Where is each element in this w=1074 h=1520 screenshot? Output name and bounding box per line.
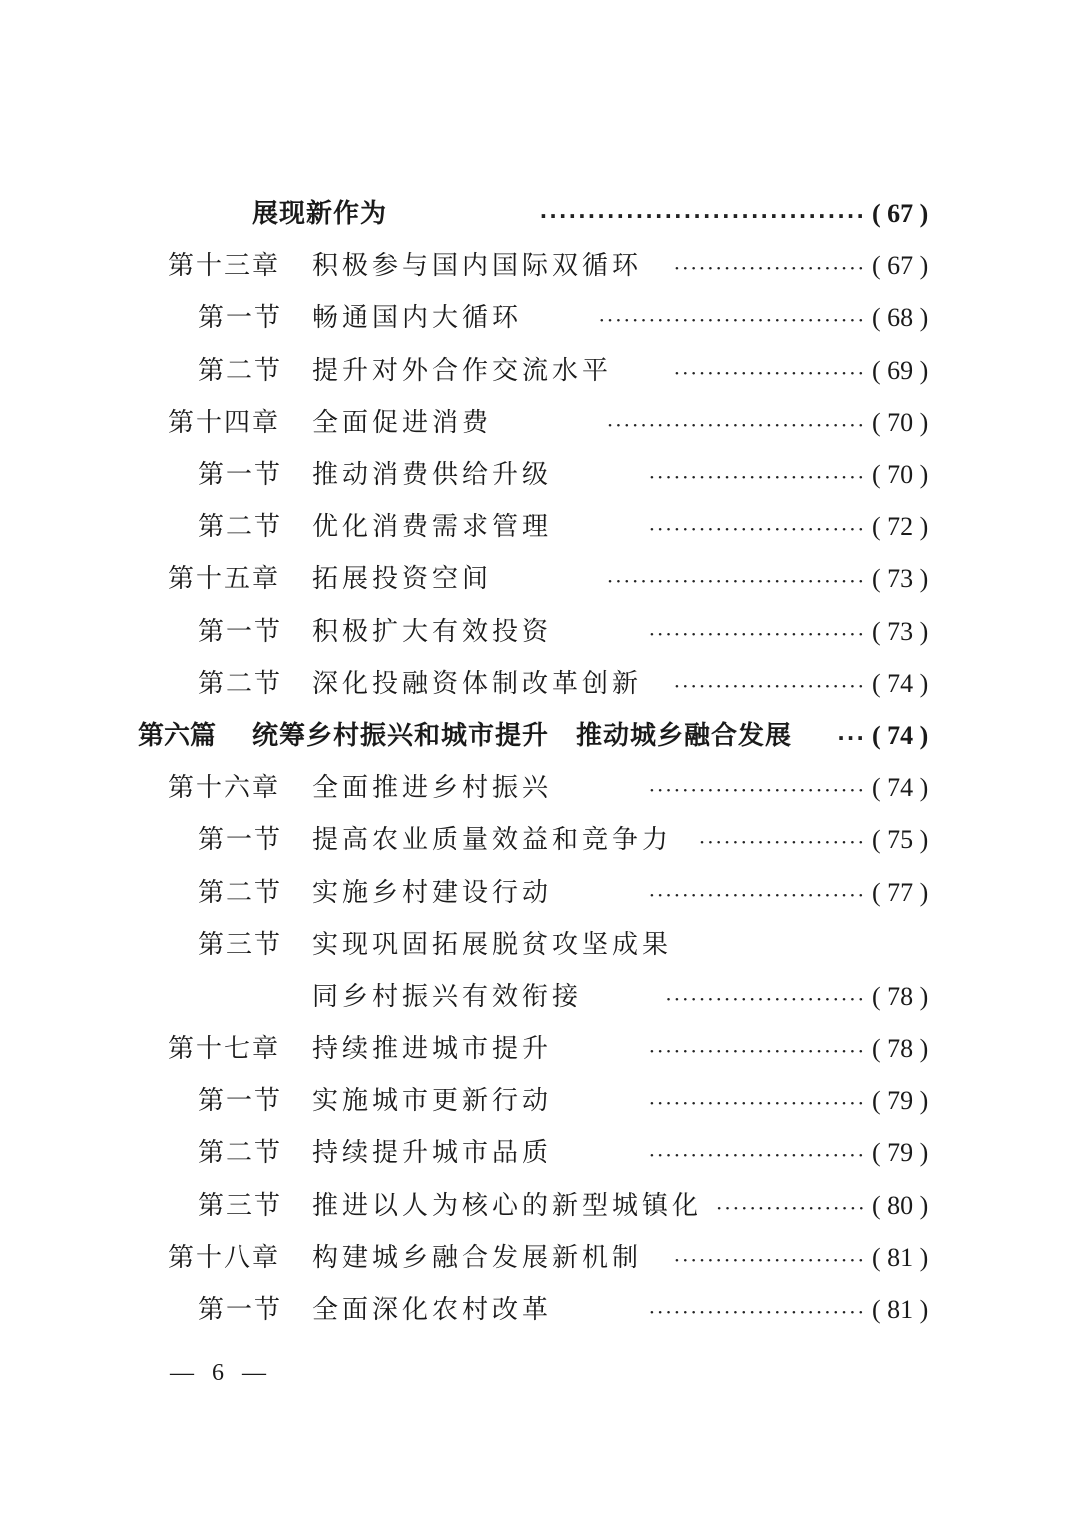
table-of-contents	[0, 188, 1074, 1336]
toc-entry-label: 第六篇	[138, 720, 217, 751]
toc-entry-page-ref: ( 74 )	[872, 773, 929, 803]
toc-entry-page-ref: ( 79 )	[872, 1086, 929, 1116]
toc-entry-chapter	[0, 240, 1074, 292]
toc-entry-section	[0, 501, 1074, 553]
toc-entry-leader-dots: ·······················	[673, 362, 866, 383]
toc-entry-chapter	[0, 1232, 1074, 1284]
toc-entry-label: 第一节	[198, 616, 283, 647]
toc-entry-page-ref: ( 70 )	[872, 407, 929, 437]
toc-entry-section	[0, 1284, 1074, 1336]
toc-entry-title: 构建城乡融合发展新机制	[312, 1242, 643, 1273]
toc-entry-section	[0, 1180, 1074, 1232]
toc-entry-page-ref: ( 79 )	[872, 1138, 929, 1168]
toc-entry-title: 持续提升城市品质	[312, 1138, 553, 1169]
toc-entry-title: 积极扩大有效投资	[312, 616, 553, 647]
toc-entry-leader-dots: ································	[598, 310, 866, 331]
toc-entry-leader-dots: ·······················	[673, 675, 866, 696]
toc-entry-page-ref: ( 70 )	[872, 460, 929, 490]
toc-entry-label: 第一节	[198, 460, 283, 491]
toc-entry-section	[0, 1127, 1074, 1179]
toc-entry-leader-dots: ························	[665, 988, 866, 1009]
toc-entry-title: 全面促进消费	[312, 407, 493, 438]
toc-entry-label: 第十三章	[168, 251, 281, 282]
toc-entry-page-ref: ( 72 )	[872, 512, 929, 542]
toc-entry-leader-dots: ··························	[648, 1302, 866, 1323]
toc-entry-label: 第二节	[198, 668, 283, 699]
toc-entry-leader-dots: ··························	[648, 780, 866, 801]
toc-entry-section	[0, 658, 1074, 710]
toc-entry-title: 提升对外合作交流水平	[312, 355, 613, 386]
toc-entry-label: 第一节	[198, 303, 283, 334]
toc-entry-leader-dots: ··························	[648, 623, 866, 644]
toc-entry-page-ref: ( 69 )	[872, 355, 929, 385]
toc-entry-title: 推进以人为核心的新型城镇化	[312, 1190, 703, 1221]
toc-entry-label: 第十七章	[168, 1034, 281, 1065]
toc-entry-leader-dots: ··························	[648, 884, 866, 905]
toc-entry-label: 第一节	[198, 825, 283, 856]
toc-entry-label: 第二节	[198, 512, 283, 543]
toc-entry-leader-dots: ····················	[698, 832, 866, 853]
toc-entry-page-ref: ( 73 )	[872, 564, 929, 594]
toc-entry-leader-dots: ··················	[716, 1197, 866, 1218]
toc-entry-title: 实施城市更新行动	[312, 1086, 553, 1117]
toc-entry-part	[0, 710, 1074, 762]
toc-entry-leader-dots: ··························	[648, 1093, 866, 1114]
toc-entry-chapter	[0, 1023, 1074, 1075]
toc-entry-chapter	[0, 762, 1074, 814]
toc-entry-leader-dots: ··························	[648, 519, 866, 540]
toc-entry-title: 提高农业质量效益和竞争力	[312, 825, 673, 856]
toc-entry-label: 第二节	[198, 877, 283, 908]
toc-entry-page-ref: ( 81 )	[872, 1295, 929, 1325]
toc-entry-label: 第十五章	[168, 564, 281, 595]
toc-entry-label: 第十四章	[168, 407, 281, 438]
toc-entry-label: 第三节	[198, 929, 283, 960]
toc-entry-title: 同乡村振兴有效衔接	[312, 981, 583, 1012]
toc-entry-leader-dots: ··························	[648, 467, 866, 488]
toc-entry-page-ref: ( 73 )	[872, 616, 929, 646]
toc-entry-leader-dots: ·······························	[606, 414, 866, 435]
toc-entry-section	[0, 345, 1074, 397]
toc-entry-leader-dots: ···	[837, 727, 866, 748]
toc-entry-title: 统筹乡村振兴和城市提升 推动城乡融合发展	[252, 720, 793, 751]
toc-entry-cont2	[0, 971, 1074, 1023]
toc-entry-title: 全面推进乡村振兴	[312, 773, 553, 804]
toc-entry-section	[0, 1075, 1074, 1127]
toc-entry-title: 优化消费需求管理	[312, 512, 553, 543]
toc-entry-leader-dots: ··································	[539, 206, 866, 227]
toc-entry-leader-dots: ·······················	[673, 258, 866, 279]
toc-entry-leader-dots: ··························	[648, 1145, 866, 1166]
page-number-text: — 6 —	[170, 1360, 272, 1386]
toc-entry-page-ref: ( 78 )	[872, 1034, 929, 1064]
toc-entry-title: 深化投融资体制改革创新	[312, 668, 643, 699]
toc-entry-title: 拓展投资空间	[312, 564, 493, 595]
toc-entry-page-ref: ( 74 )	[872, 720, 929, 750]
toc-entry-label: 第二节	[198, 355, 283, 386]
toc-entry-chapter	[0, 553, 1074, 605]
toc-entry-page-ref: ( 68 )	[872, 303, 929, 333]
toc-entry-cont	[0, 188, 1074, 240]
toc-entry-title: 畅通国内大循环	[312, 303, 523, 334]
toc-entry-title: 推动消费供给升级	[312, 460, 553, 491]
toc-entry-title: 实现巩固拓展脱贫攻坚成果	[312, 929, 673, 960]
toc-entry-section	[0, 866, 1074, 918]
toc-entry-page-ref: ( 81 )	[872, 1242, 929, 1272]
toc-entry-section	[0, 449, 1074, 501]
toc-entry-label: 第一节	[198, 1086, 283, 1117]
toc-entry-page-ref: ( 78 )	[872, 981, 929, 1011]
toc-entry-leader-dots: ··························	[648, 1041, 866, 1062]
toc-entry-label: 第十八章	[168, 1242, 281, 1273]
toc-entry-label: 第一节	[198, 1295, 283, 1326]
toc-entry-title: 持续推进城市提升	[312, 1034, 553, 1065]
toc-entry-section	[0, 292, 1074, 344]
toc-entry-label: 第十六章	[168, 773, 281, 804]
toc-entry-page-ref: ( 67 )	[872, 199, 929, 229]
toc-entry-page-ref: ( 74 )	[872, 668, 929, 698]
toc-entry-page-ref: ( 75 )	[872, 825, 929, 855]
toc-entry-page-ref: ( 80 )	[872, 1190, 929, 1220]
toc-entry-label: 第三节	[198, 1190, 283, 1221]
toc-entry-label: 第二节	[198, 1138, 283, 1169]
toc-entry-page-ref: ( 77 )	[872, 877, 929, 907]
toc-entry-title: 全面深化农村改革	[312, 1295, 553, 1326]
toc-entry-leader-dots: ·······················	[673, 1249, 866, 1270]
toc-entry-section	[0, 814, 1074, 866]
toc-entry-title: 积极参与国内国际双循环	[312, 251, 643, 282]
toc-entry-title: 展现新作为	[252, 199, 388, 230]
toc-entry-page-ref: ( 67 )	[872, 251, 929, 281]
toc-entry-section	[0, 919, 1074, 971]
toc-entry-section	[0, 606, 1074, 658]
toc-entry-chapter	[0, 397, 1074, 449]
toc-entry-leader-dots: ·······························	[606, 571, 866, 592]
toc-entry-title: 实施乡村建设行动	[312, 877, 553, 908]
